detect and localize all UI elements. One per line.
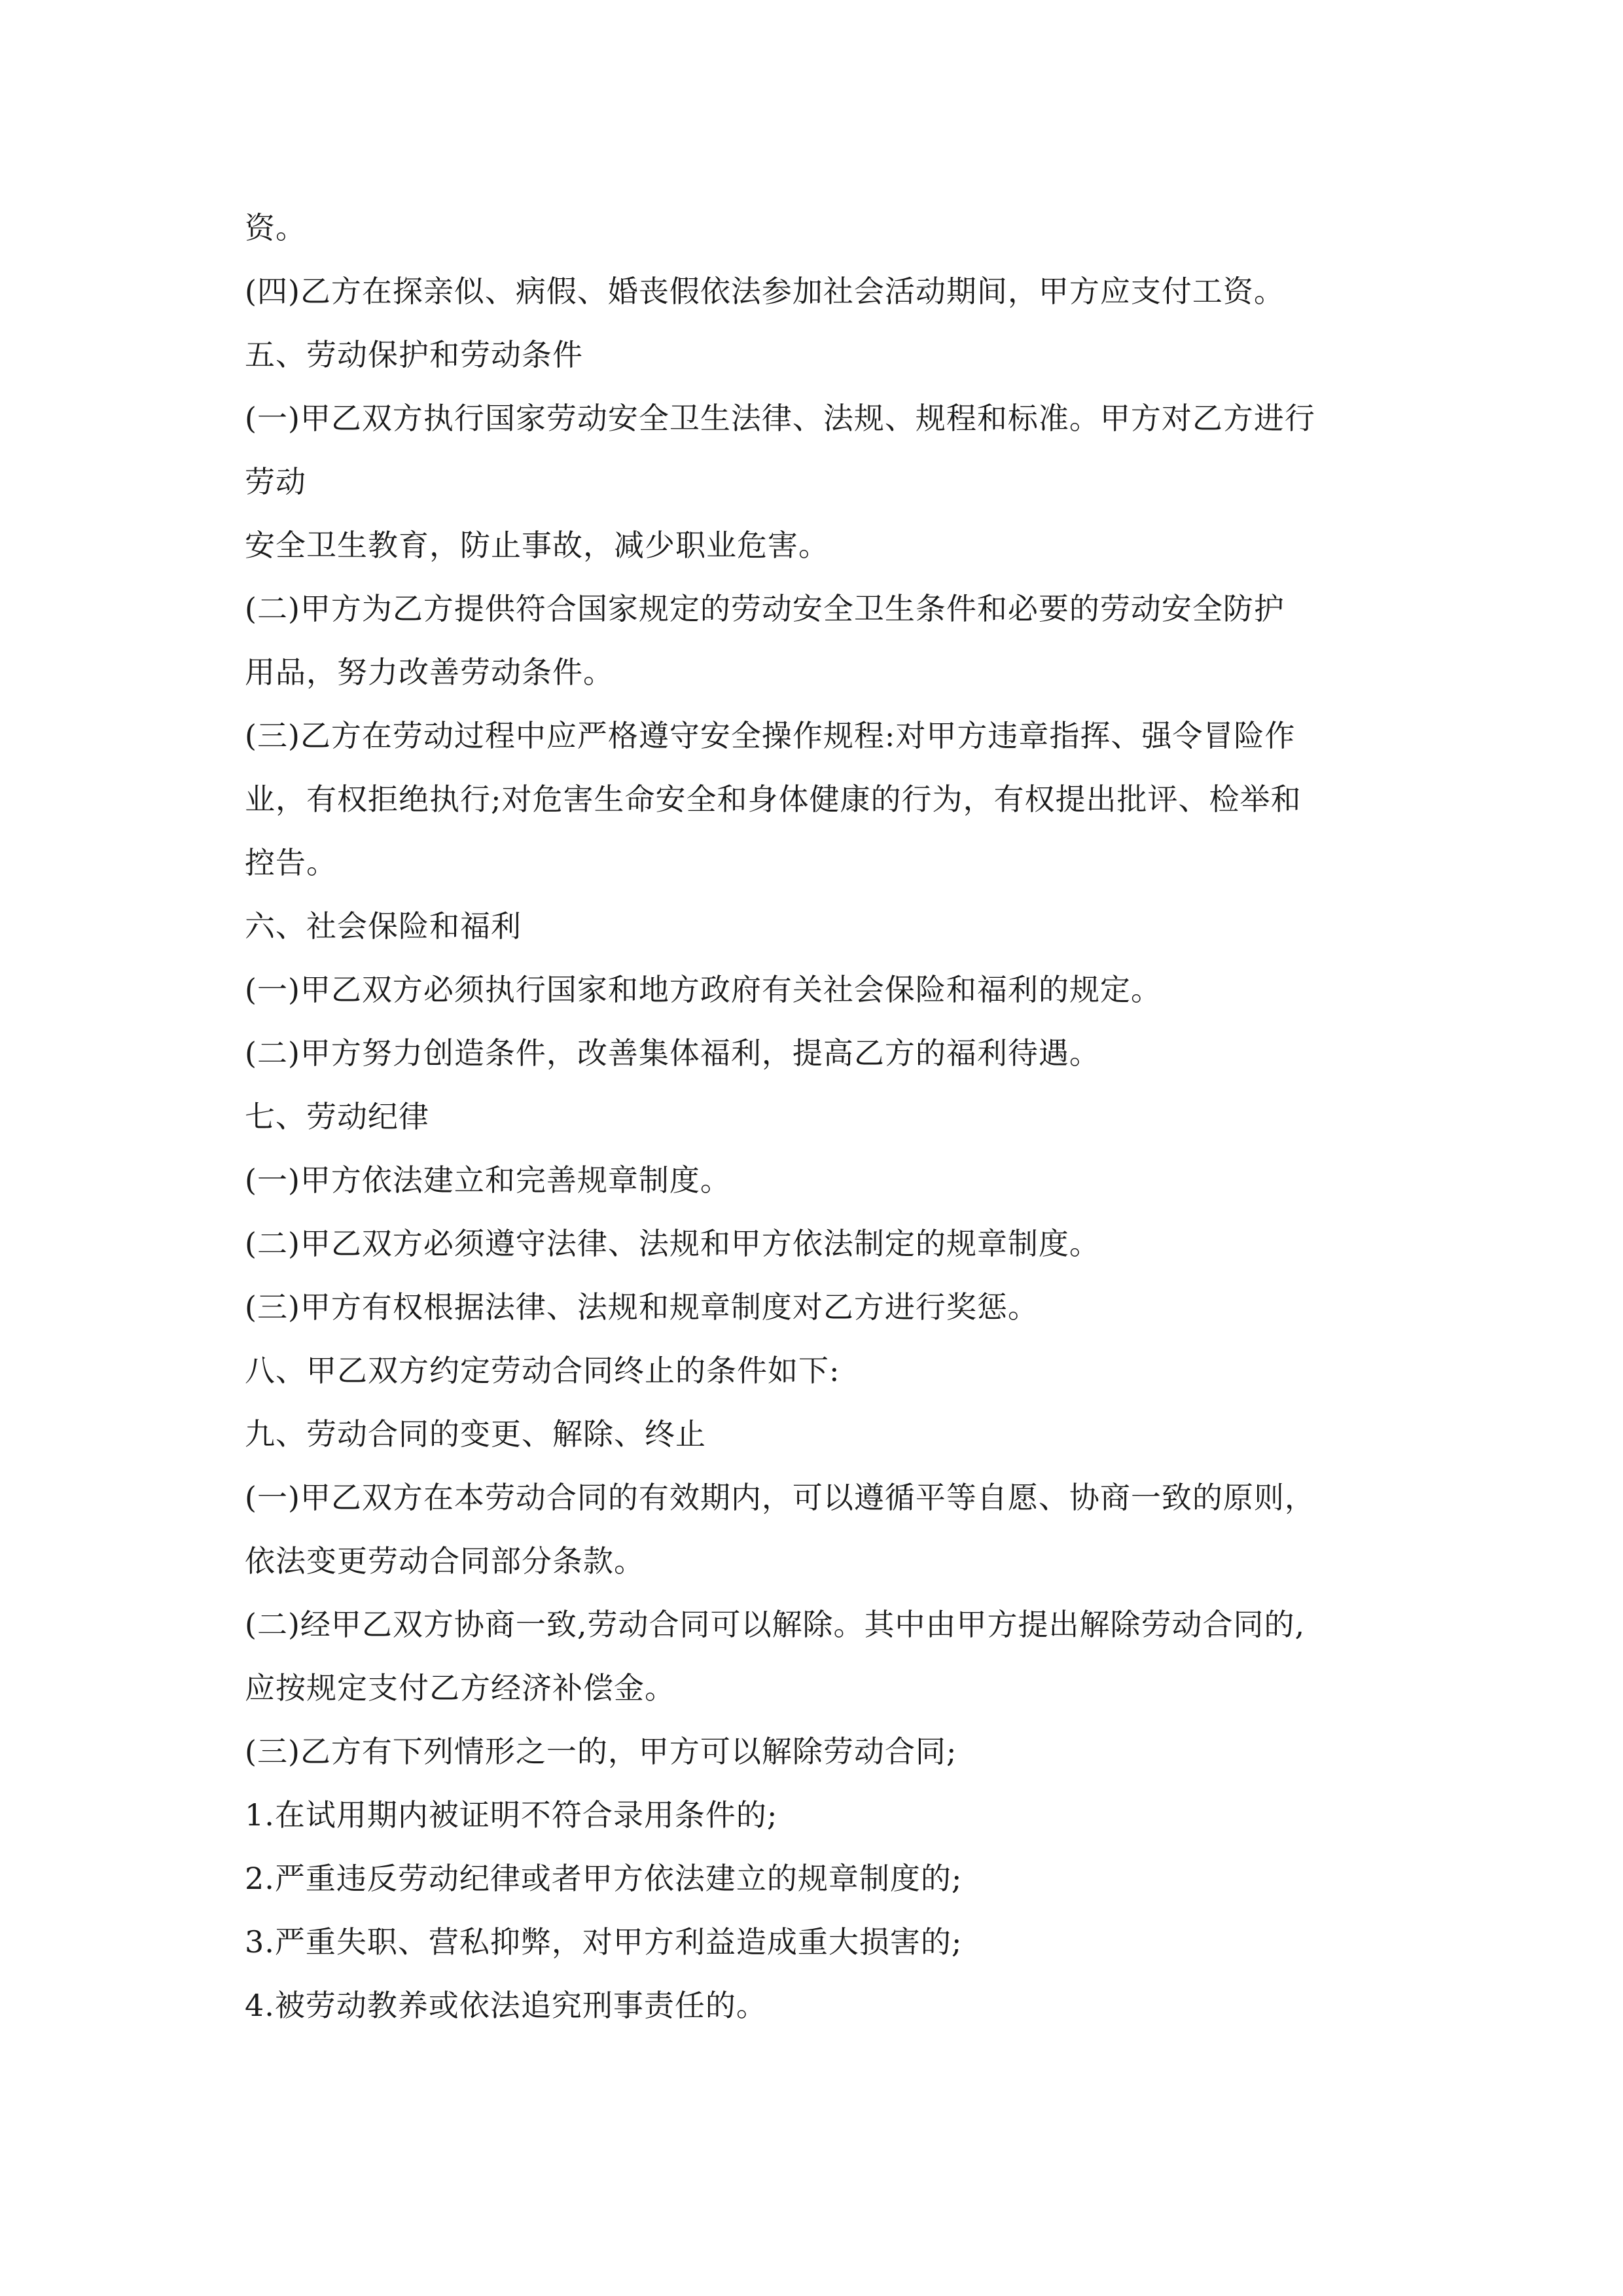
section-heading: 九、劳动合同的变更、解除、终止 [245, 1416, 706, 1452]
text-line: (四)乙方在探亲似、病假、婚丧假依法参加社会活动期间，甲方应支付工资。 [245, 274, 1285, 309]
text-line: 资。 [245, 210, 306, 245]
section-heading: 六、社会保险和福利 [245, 908, 522, 944]
text-line: 业，有权拒绝执行;对危害生命安全和身体健康的行为，有权提出批评、检举和 [245, 781, 1302, 817]
text-line: 劳动 [245, 464, 306, 499]
text-line: (三)乙方有下列情形之一的，甲方可以解除劳动合同; [245, 1734, 957, 1769]
text-line: 安全卫生教育，防止事故，减少职业危害。 [245, 528, 829, 563]
text-line: 控告。 [245, 845, 337, 880]
document-body [245, 196, 1397, 2037]
text-line: (一)甲乙双方执行国家劳动安全卫生法律、法规、规程和标准。甲方对乙方进行 [245, 401, 1315, 436]
section-heading: 七、劳动纪律 [245, 1099, 429, 1134]
text-line: (一)甲乙双方必须执行国家和地方政府有关社会保险和福利的规定。 [245, 972, 1162, 1007]
text-line: (二)甲方努力创造条件，改善集体福利，提高乙方的福利待遇。 [245, 1035, 1100, 1071]
text-line: 用品，努力改善劳动条件。 [245, 655, 614, 690]
list-item: 2.严重违反劳动纪律或者甲方依法建立的规章制度的; [245, 1861, 963, 1896]
text-line: (三)乙方在劳动过程中应严格遵守安全操作规程:对甲方违章指挥、强令冒险作 [245, 718, 1296, 753]
text-line: (一)甲乙双方在本劳动合同的有效期内，可以遵循平等自愿、协商一致的原则， [245, 1480, 1315, 1515]
text-line: (二)经甲乙双方协商一致,劳动合同可以解除。其中由甲方提出解除劳动合同的, [245, 1607, 1306, 1642]
list-item: 1.在试用期内被证明不符合录用条件的; [245, 1797, 778, 1833]
list-item: 3.严重失职、营私抑弊，对甲方利益造成重大损害的; [245, 1924, 963, 1960]
section-heading: 五、劳动保护和劳动条件 [245, 337, 583, 372]
text-line: 应按规定支付乙方经济补偿金。 [245, 1670, 675, 1706]
text-line: (二)甲方为乙方提供符合国家规定的劳动安全卫生条件和必要的劳动安全防护 [245, 591, 1285, 626]
text-line: (二)甲乙双方必须遵守法律、法规和甲方依法制定的规章制度。 [245, 1226, 1100, 1261]
text-line: (三)甲方有权根据法律、法规和规章制度对乙方进行奖惩。 [245, 1289, 1039, 1325]
list-item: 4.被劳动教养或依法追究刑事责任的。 [245, 1988, 767, 2023]
text-line: (一)甲方依法建立和完善规章制度。 [245, 1162, 731, 1198]
section-heading: 八、甲乙双方约定劳动合同终止的条件如下: [245, 1353, 840, 1388]
text-line: 依法变更劳动合同部分条款。 [245, 1543, 645, 1579]
